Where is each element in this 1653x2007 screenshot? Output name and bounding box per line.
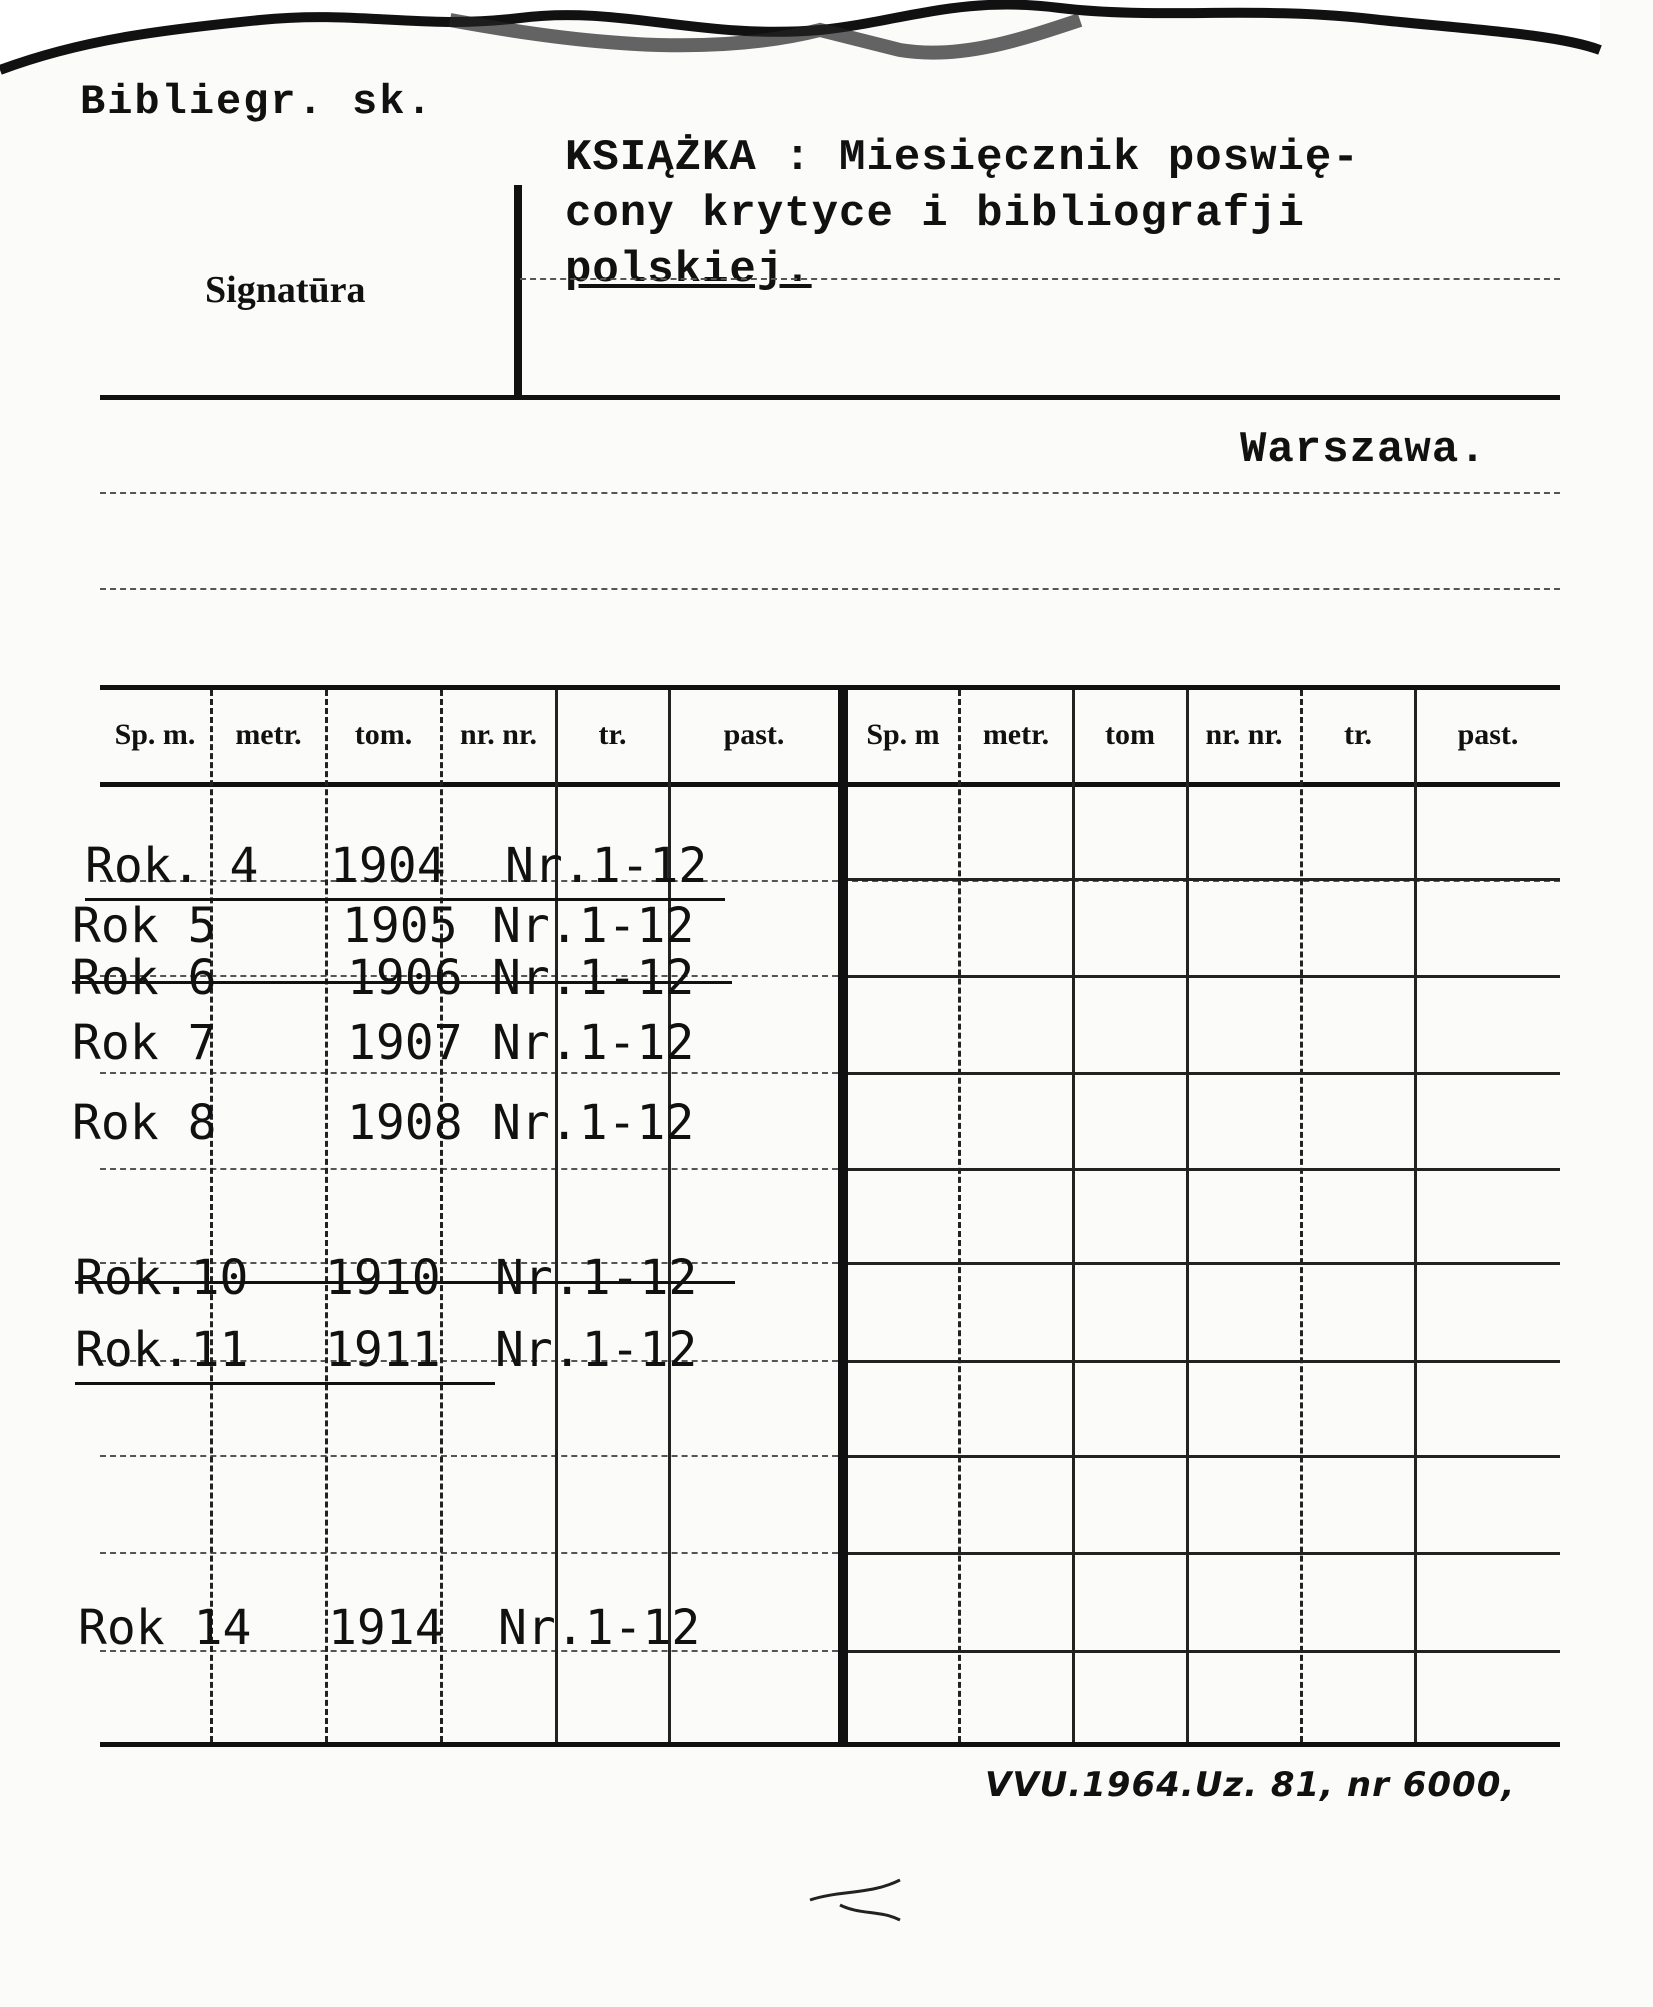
entry-year: 1910 <box>325 1250 441 1306</box>
title-line-2: cony krytyce i bibliografji <box>565 189 1305 239</box>
entry-year: 1904 <box>330 838 446 894</box>
row-rule-right <box>845 1455 1560 1458</box>
stray-marks <box>800 1860 920 1940</box>
col-line <box>1414 690 1417 1742</box>
entry-rok: Rok. 4 <box>85 838 259 894</box>
col-header-tr-right: tr. <box>1343 718 1373 751</box>
table-top-rule <box>100 685 1560 690</box>
entry-nr: Nr.1-12 <box>498 1600 701 1656</box>
rule-blank <box>100 588 1560 590</box>
table-header-rule <box>100 782 1560 787</box>
entry-year: 1905 <box>342 898 458 954</box>
col-line <box>1072 690 1075 1742</box>
row-rule-right <box>845 1262 1560 1265</box>
holding-entry <box>85 838 725 901</box>
col-line <box>1186 690 1189 1742</box>
col-header-tom-right: tom <box>1105 718 1155 751</box>
holding-entry <box>72 898 732 958</box>
holding-entry <box>72 1015 732 1075</box>
signatura-divider <box>514 185 522 395</box>
row-rule-right <box>845 1650 1560 1653</box>
entry-nr: Nr.1-12 <box>492 1015 695 1071</box>
holding-entry <box>75 1322 698 1385</box>
entry-nr: Nr.1-12 <box>505 838 708 894</box>
holding-entry <box>75 1250 735 1310</box>
col-header-tr: tr. <box>598 718 627 751</box>
table-bottom-rule <box>100 1742 1560 1747</box>
row-rule-right <box>845 975 1560 978</box>
entry-year: 1914 <box>328 1600 444 1656</box>
header-bottom-rule <box>100 395 1560 400</box>
col-line <box>1300 690 1303 1742</box>
col-line <box>958 690 961 1742</box>
row-rule-right <box>845 1072 1560 1075</box>
col-header-metr: metr. <box>235 718 302 751</box>
holding-entry <box>72 950 732 1010</box>
col-header-nr-nr-right: nr. nr. <box>1205 718 1283 751</box>
handwritten-note: VVU.1964.Uz. 81, nr 6000, <box>985 1765 1516 1805</box>
entry-rok: Rok.10 <box>75 1250 249 1306</box>
entry-rok: Rok 5 <box>72 898 217 954</box>
title-block <box>565 130 1360 298</box>
entry-nr: Nr.1-12 <box>495 1250 698 1306</box>
entry-rok: Rok.11 <box>75 1322 249 1378</box>
entry-rok: Rok 6 <box>72 950 217 1006</box>
entry-nr: Nr.1-12 <box>492 898 695 954</box>
entry-rok: Rok 14 <box>78 1600 252 1656</box>
entry-year: 1907 <box>347 1015 463 1071</box>
table-center-divider <box>838 690 848 1742</box>
entry-nr: Nr.1-12 <box>492 1095 695 1151</box>
catalog-heading: Bibliegr. sk. <box>80 78 434 126</box>
title-line-3: polskiej. <box>565 245 812 295</box>
entry-rok: Rok 7 <box>72 1015 217 1071</box>
col-header-past: past. <box>723 718 785 751</box>
entry-year: 1908 <box>347 1095 463 1151</box>
entry-nr: Nr.1-12 <box>492 950 695 1006</box>
holding-entry <box>72 1095 732 1155</box>
row-rule-right <box>845 878 1560 881</box>
title-rule-1 <box>520 278 1560 280</box>
col-header-metr-right: metr. <box>982 718 1050 751</box>
signatura-label: Signatūra <box>205 269 366 311</box>
entry-rok: Rok 8 <box>72 1095 217 1151</box>
holding-entry <box>78 1600 738 1660</box>
row-rule-right <box>845 1360 1560 1363</box>
entry-nr: Nr.1-12 <box>495 1322 698 1378</box>
entry-year: 1906 <box>347 950 463 1006</box>
col-header-past-right: past. <box>1457 718 1519 751</box>
col-header-sp-m-right: Sp. m <box>866 718 940 751</box>
row-rule-right <box>845 1168 1560 1171</box>
title-line-1: KSIĄŻKA : Miesięcznik poswię- <box>565 133 1360 183</box>
row-rule-right <box>845 1552 1560 1555</box>
rule-city <box>100 492 1560 494</box>
col-header-tom: tom. <box>354 718 413 751</box>
col-header-nr-nr: nr. nr. <box>460 718 537 751</box>
place-of-publication: Warszawa. <box>1240 425 1487 475</box>
col-header-sp-m: Sp. m. <box>114 718 196 751</box>
entry-year: 1911 <box>325 1322 441 1378</box>
